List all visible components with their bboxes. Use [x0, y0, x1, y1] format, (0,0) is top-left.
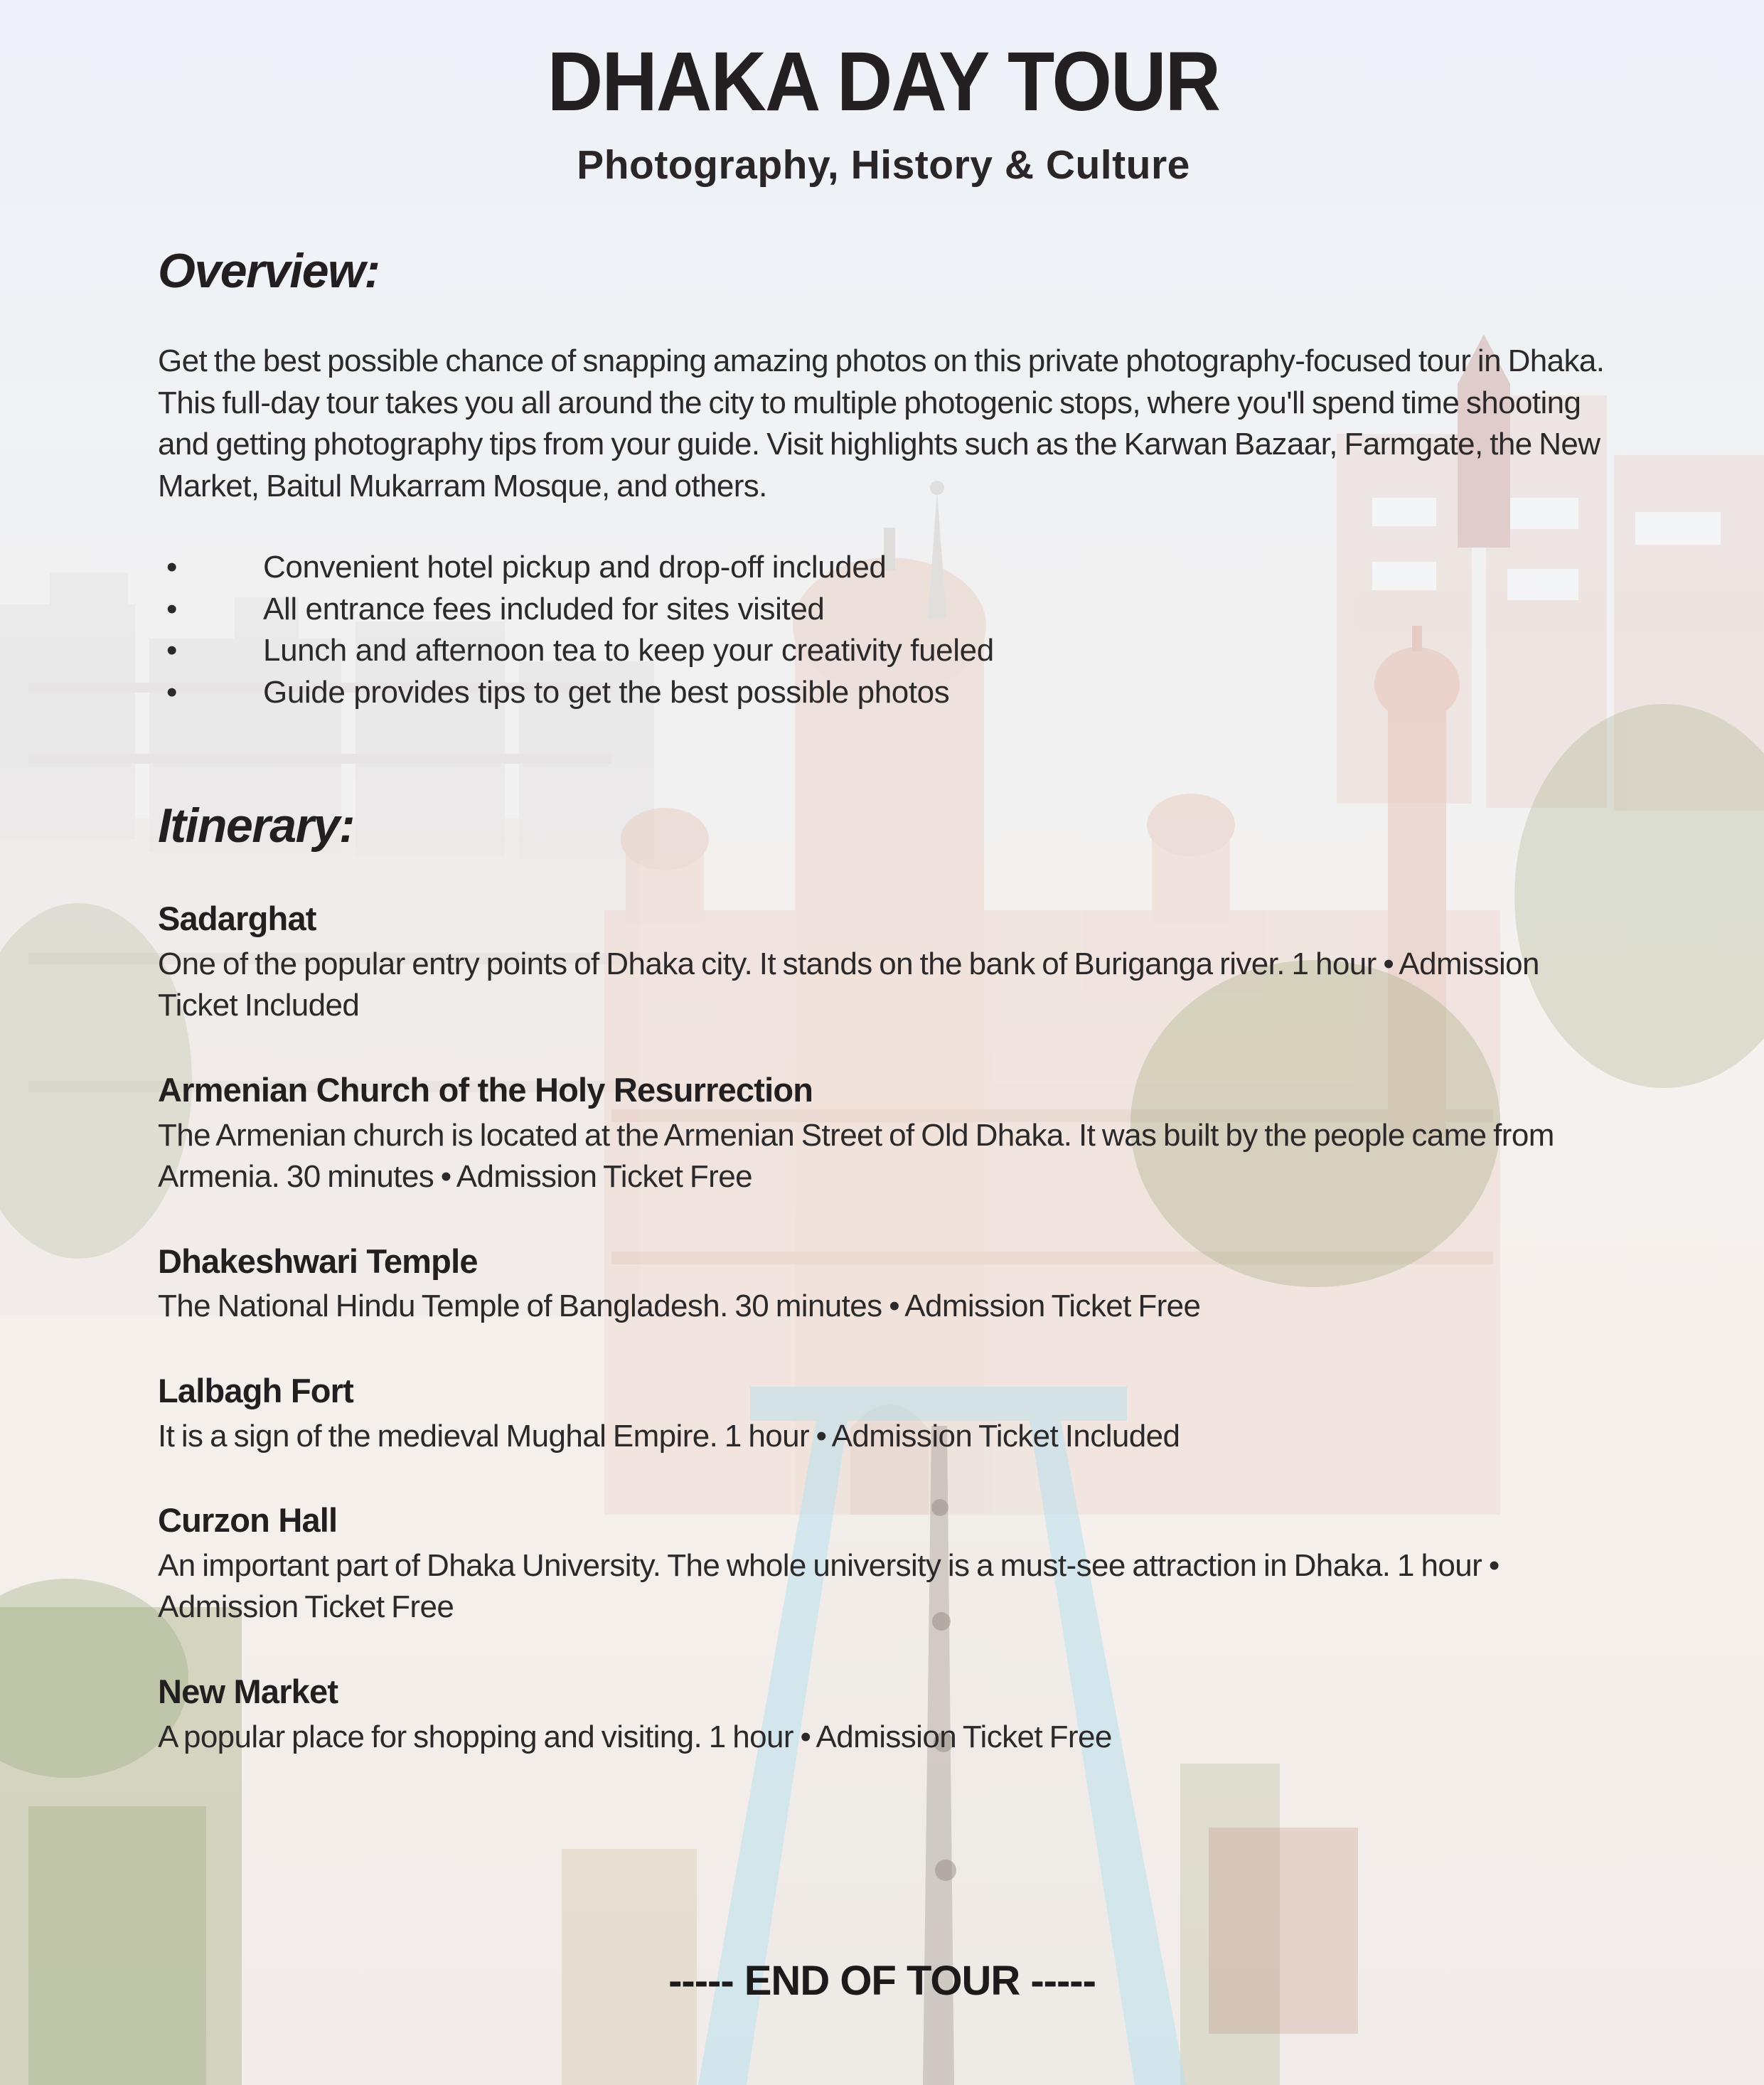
- itinerary-stop-armenian-church: [158, 1070, 1609, 1198]
- itinerary-stop-curzon-hall: [158, 1500, 1609, 1628]
- itinerary-stop-new-market: [158, 1671, 1609, 1758]
- page-title: DHAKA DAY TOUR: [547, 35, 1220, 129]
- bullet-icon: •: [166, 633, 178, 668]
- bullet-icon: •: [166, 674, 178, 710]
- stop-name: Dhakeshwari Temple: [158, 1242, 478, 1280]
- stop-description: The National Hindu Temple of Bangladesh. 30 minutes • Admission Ticket Free: [158, 1289, 1201, 1324]
- list-item: [158, 630, 1609, 672]
- bullet-icon: •: [166, 591, 178, 626]
- highlight-text: All entrance fees included for sites visited: [263, 591, 825, 626]
- itinerary-stop-lalbagh-fort: [158, 1370, 1609, 1457]
- list-item: [158, 547, 1609, 589]
- stop-name: New Market: [158, 1672, 338, 1710]
- overview-paragraph: Get the best possible chance of snapping amazing photos on this private photography-focused tour in Dhaka. This full-day tour takes you all around the city to multiple photogenic stops, where you'll spend time shooting and getting photography tips from your guide. Visit highlights such as the Karwan Bazaar, Farmgate, the New Market, Baitul Mukarram Mosque, and others.: [158, 343, 1605, 503]
- highlight-text: Lunch and afternoon tea to keep your creativity fueled: [263, 633, 994, 668]
- overview-heading: Overview:: [158, 244, 380, 299]
- stop-name: Armenian Church of the Holy Resurrection: [158, 1070, 813, 1109]
- itinerary-stop-dhakeshwari-temple: [158, 1241, 1609, 1328]
- end-of-tour-marker: ----- END OF TOUR -----: [668, 1958, 1096, 2004]
- stop-name: Sadarghat: [158, 899, 316, 937]
- itinerary-stop-sadarghat: [158, 898, 1609, 1027]
- list-item: [158, 672, 1609, 714]
- page-subtitle: Photography, History & Culture: [577, 142, 1190, 188]
- itinerary-heading: Itinerary:: [158, 799, 354, 853]
- stop-description: An important part of Dhaka University. The whole university is a must-see attraction in Dhaka. 1 hour • Admission Ticket Free: [158, 1547, 1500, 1625]
- highlights-list: [158, 547, 1609, 713]
- stop-description: A popular place for shopping and visiting. 1 hour • Admission Ticket Free: [158, 1719, 1112, 1754]
- list-item: [158, 589, 1609, 631]
- stop-description: The Armenian church is located at the Armenian Street of Old Dhaka. It was built by the people came from Armenia. 30 minutes • Admission Ticket Free: [158, 1117, 1554, 1195]
- stop-description: One of the popular entry points of Dhaka city. It stands on the bank of Buriganga river. 1 hour • Admission Ticket Included: [158, 946, 1539, 1023]
- stop-description: It is a sign of the medieval Mughal Empire. 1 hour • Admission Ticket Included: [158, 1418, 1180, 1454]
- stop-name: Lalbagh Fort: [158, 1371, 353, 1409]
- highlight-text: Convenient hotel pickup and drop-off included: [263, 550, 887, 585]
- bullet-icon: •: [166, 550, 178, 585]
- highlight-text: Guide provides tips to get the best possible photos: [263, 674, 950, 710]
- stop-name: Curzon Hall: [158, 1501, 338, 1540]
